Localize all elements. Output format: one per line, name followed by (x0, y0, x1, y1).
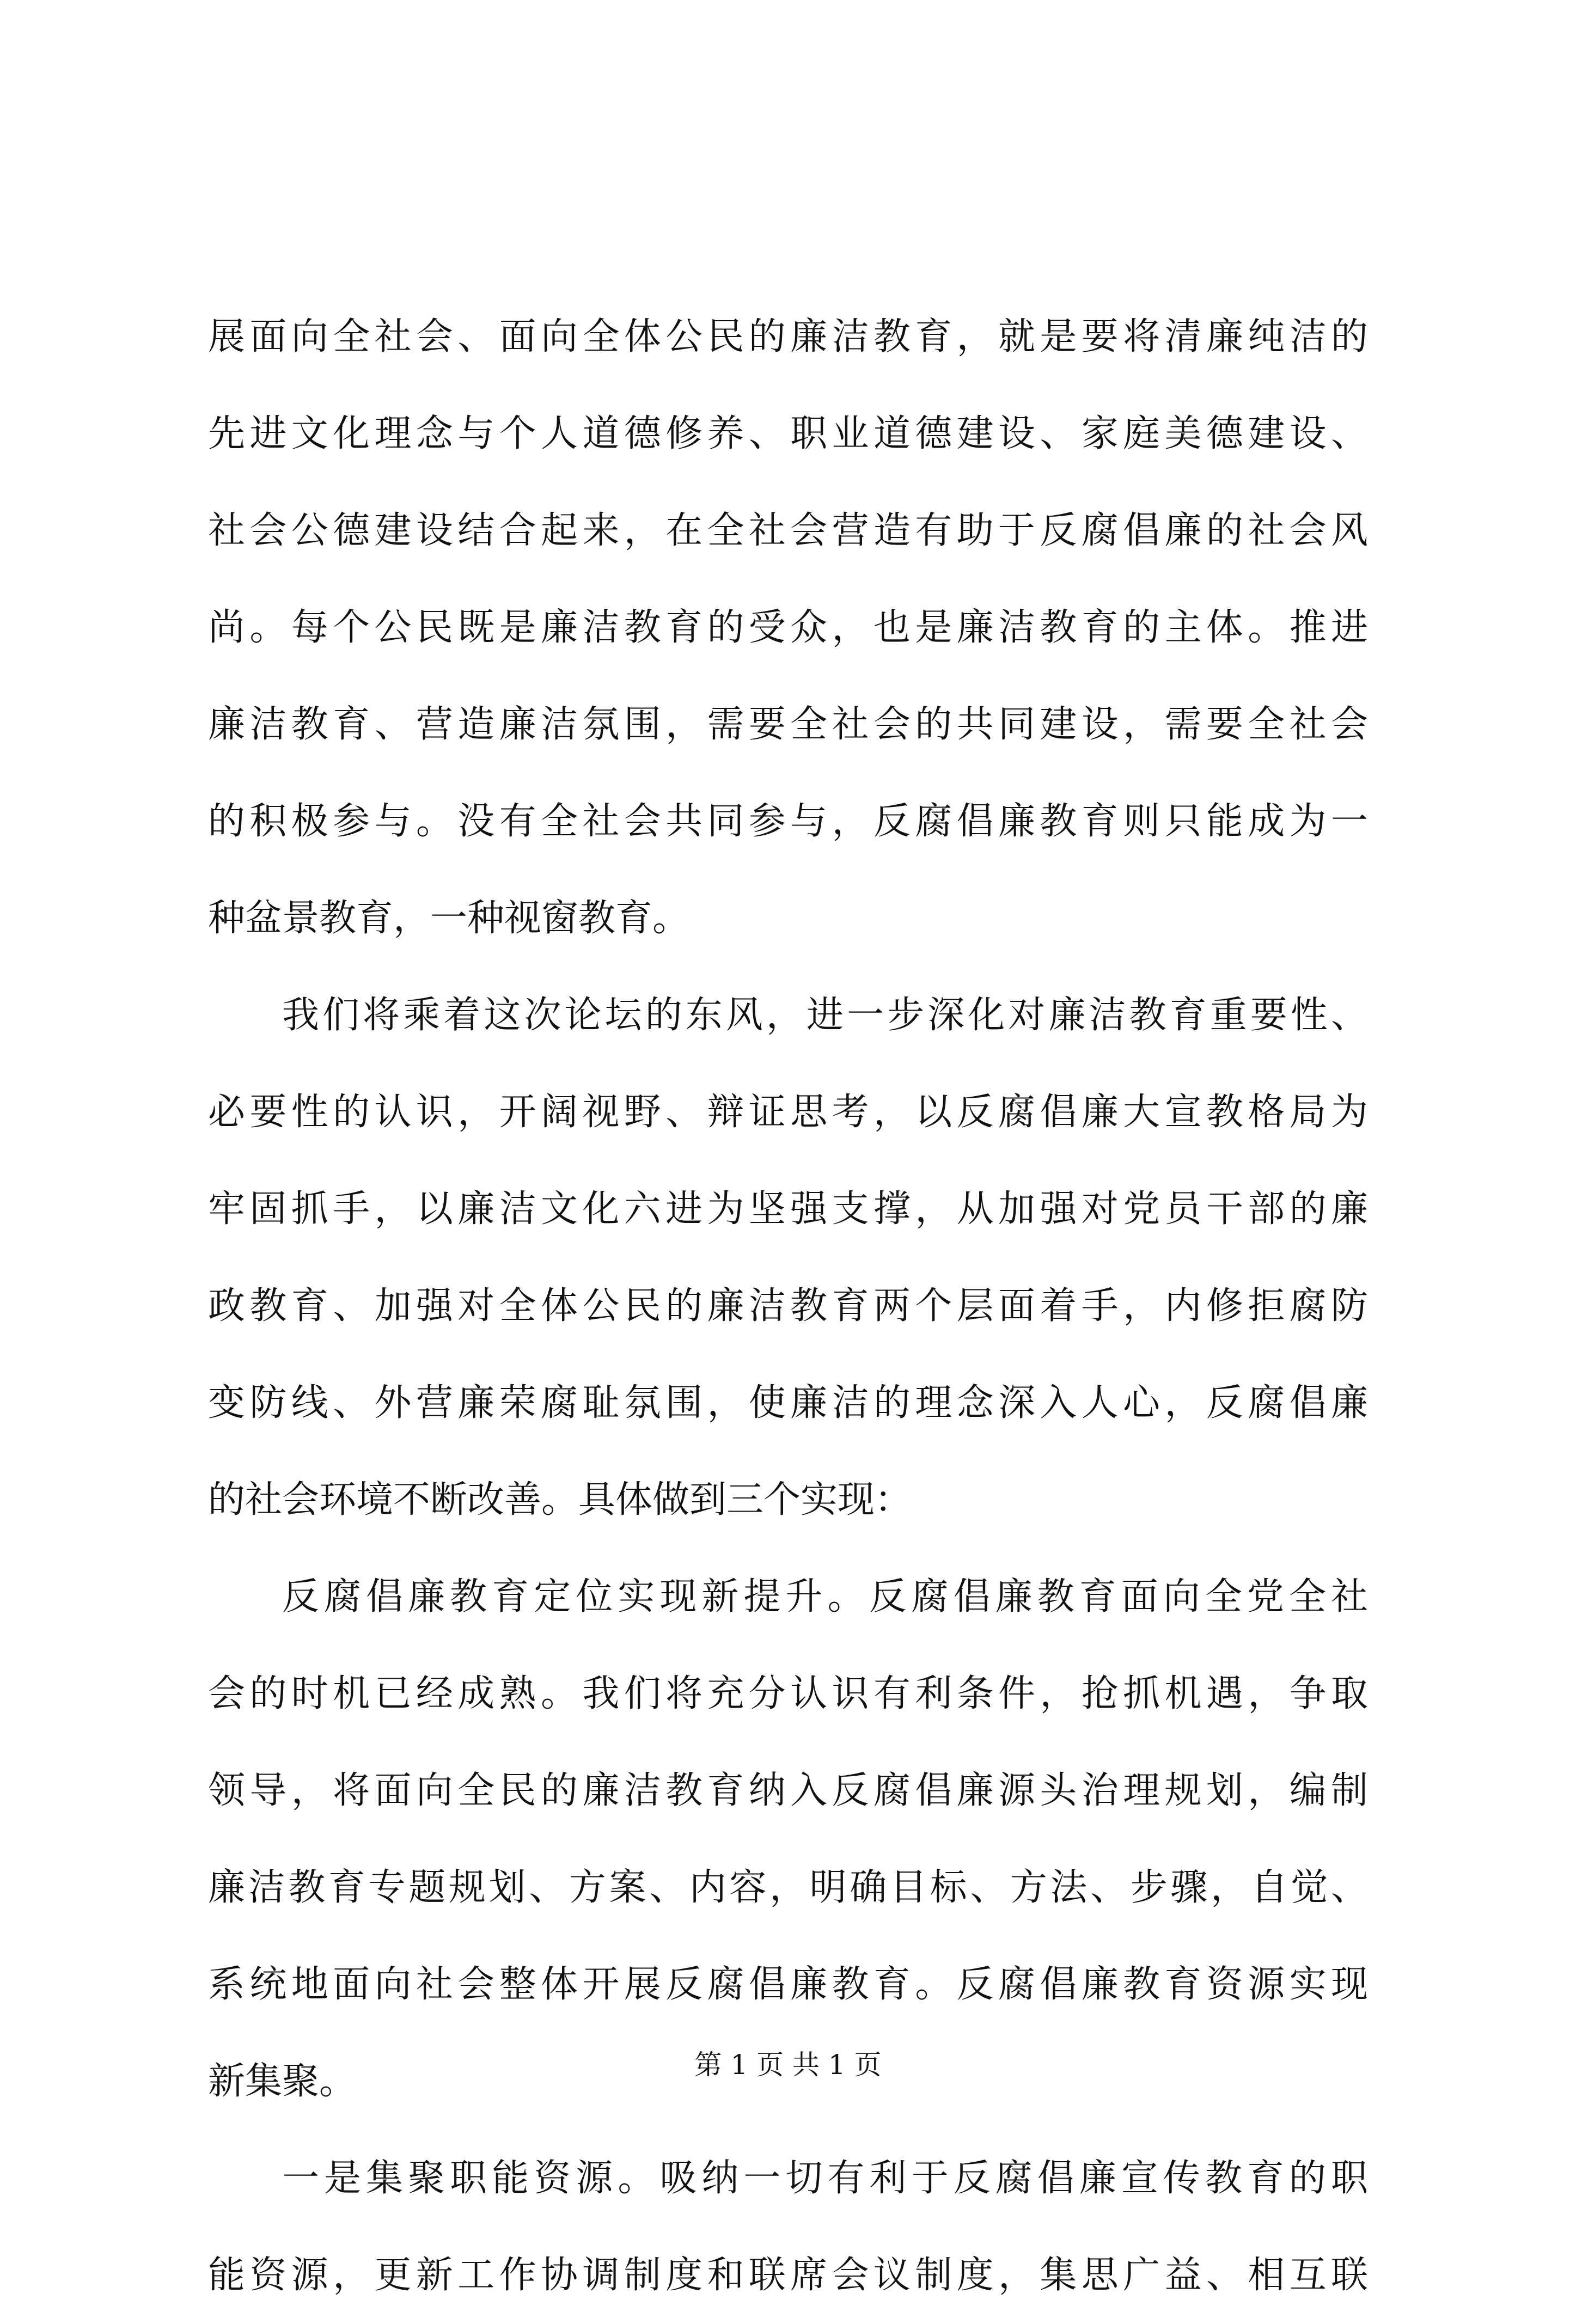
text-line: 会的时机已经成熟。我们将充分认识有利条件，抢抓机遇，争取 (208, 1672, 1368, 1715)
text-line: 必要性的认识，开阔视野、辩证思考，以反腐倡廉大宣教格局为 (208, 1091, 1368, 1134)
text-line: 先进文化理念与个人道德修养、职业道德建设、家庭美德建设、 (208, 412, 1368, 455)
text-line: 展面向全社会、面向全体公民的廉洁教育，就是要将清廉纯洁的 (208, 315, 1368, 358)
text-line: 廉洁教育、营造廉洁氛围，需要全社会的共同建设，需要全社会 (208, 703, 1368, 746)
text-line: 种盆景教育，一种视窗教育。 (208, 897, 690, 940)
text-line: 变防线、外营廉荣腐耻氛围，使廉洁的理念深入人心，反腐倡廉 (208, 1381, 1368, 1424)
text-line: 廉洁教育专题规划、方案、内容，明确目标、方法、步骤，自觉、 (208, 1866, 1368, 1909)
text-line: 尚。每个公民既是廉洁教育的受众，也是廉洁教育的主体。推进 (208, 606, 1368, 649)
body-text (208, 289, 1368, 2324)
text-line: 系统地面向社会整体开展反腐倡廉教育。反腐倡廉教育资源实现 (208, 1963, 1368, 2006)
text-line: 能资源，更新工作协调制度和联席会议制度，集思广益、相互联 (208, 2254, 1368, 2297)
text-line: 反腐倡廉教育定位实现新提升。反腐倡廉教育面向全党全社 (282, 1575, 1368, 1618)
text-line: 社会公德建设结合起来，在全社会营造有助于反腐倡廉的社会风 (208, 509, 1368, 552)
page-footer: 第 1 页 共 1 页 (694, 2049, 882, 2081)
text-line: 的积极参与。没有全社会共同参与，反腐倡廉教育则只能成为一 (208, 800, 1368, 843)
text-line: 的社会环境不断改善。具体做到三个实现： (208, 1478, 912, 1521)
text-line: 政教育、加强对全体公民的廉洁教育两个层面着手，内修拒腐防 (208, 1285, 1368, 1328)
text-line: 我们将乘着这次论坛的东风，进一步深化对廉洁教育重要性、 (282, 994, 1368, 1037)
text-line: 牢固抓手，以廉洁文化六进为坚强支撑，从加强对党员干部的廉 (208, 1188, 1368, 1231)
text-line: 新集聚。 (208, 2060, 357, 2103)
text-line: 一是集聚职能资源。吸纳一切有利于反腐倡廉宣传教育的职 (282, 2157, 1368, 2200)
text-line: 领导，将面向全民的廉洁教育纳入反腐倡廉源头治理规划，编制 (208, 1769, 1368, 1812)
